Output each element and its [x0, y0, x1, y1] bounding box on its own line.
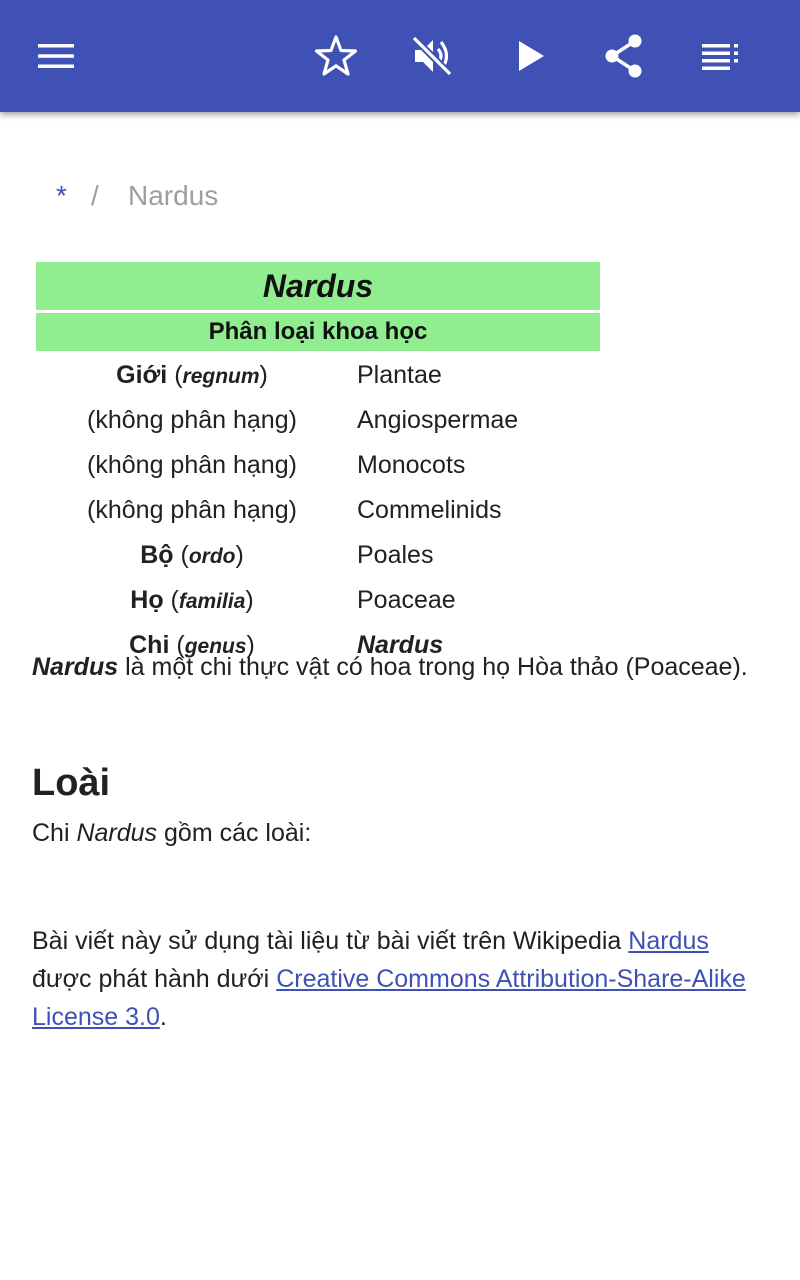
breadcrumb-current: Nardus	[128, 180, 219, 211]
taxobox-row	[36, 534, 600, 576]
share-icon[interactable]	[600, 32, 648, 80]
app-bar	[0, 0, 800, 112]
wikipedia-source-link[interactable]: Nardus	[628, 927, 709, 955]
taxobox	[33, 259, 603, 669]
breadcrumb-separator: /	[91, 180, 99, 211]
taxobox-rank: (không phân hạng)	[87, 450, 297, 479]
taxobox-rank: (không phân hạng)	[87, 405, 297, 434]
attribution-paragraph: Bài viết này sử dụng tài liệu từ bài viết trên Wikipedia Nardus được phát hành dưới Creative Commons Attribution-Share-Alike License 3.0.	[32, 927, 746, 1031]
taxobox-rank: (không phân hạng)	[87, 495, 297, 524]
intro-paragraph: Nardus là một chi thực vật có hoa trong họ Hòa thảo (Poaceae).	[32, 653, 748, 681]
taxobox-row	[36, 354, 600, 396]
toc-icon[interactable]	[696, 32, 744, 80]
taxobox-value: Nardus	[357, 630, 444, 659]
taxobox-value: Poales	[357, 540, 434, 569]
taxobox-value: Monocots	[357, 450, 466, 479]
taxobox-value: Angiospermae	[357, 405, 519, 434]
taxobox-row	[36, 444, 600, 486]
breadcrumb-home-link[interactable]: *	[56, 180, 67, 211]
star-icon[interactable]	[312, 32, 360, 80]
taxobox-value: Commelinids	[357, 495, 502, 524]
volume-off-icon[interactable]	[408, 32, 456, 80]
taxobox-title: Nardus	[36, 262, 600, 310]
taxobox-rank: Bộ (ordo)	[140, 540, 244, 569]
taxobox-row	[36, 489, 600, 531]
play-icon[interactable]	[506, 32, 554, 80]
species-paragraph: Chi Nardus gồm các loài:	[32, 819, 312, 847]
taxobox-rank: Chi (genus)	[129, 630, 255, 659]
species-heading: Loài	[32, 762, 111, 804]
taxobox-rank: Họ (familia)	[130, 585, 254, 614]
taxobox-value: Poaceae	[357, 585, 456, 614]
license-link[interactable]: Creative Commons Attribution-Share-Alike License 3.0	[32, 965, 746, 1031]
taxobox-subtitle: Phân loại khoa học	[36, 313, 600, 351]
taxobox-row	[36, 579, 600, 621]
taxobox-row	[36, 399, 600, 441]
menu-icon[interactable]	[32, 32, 80, 80]
taxobox-rank: Giới (regnum)	[116, 360, 268, 389]
taxobox-value: Plantae	[357, 360, 442, 389]
